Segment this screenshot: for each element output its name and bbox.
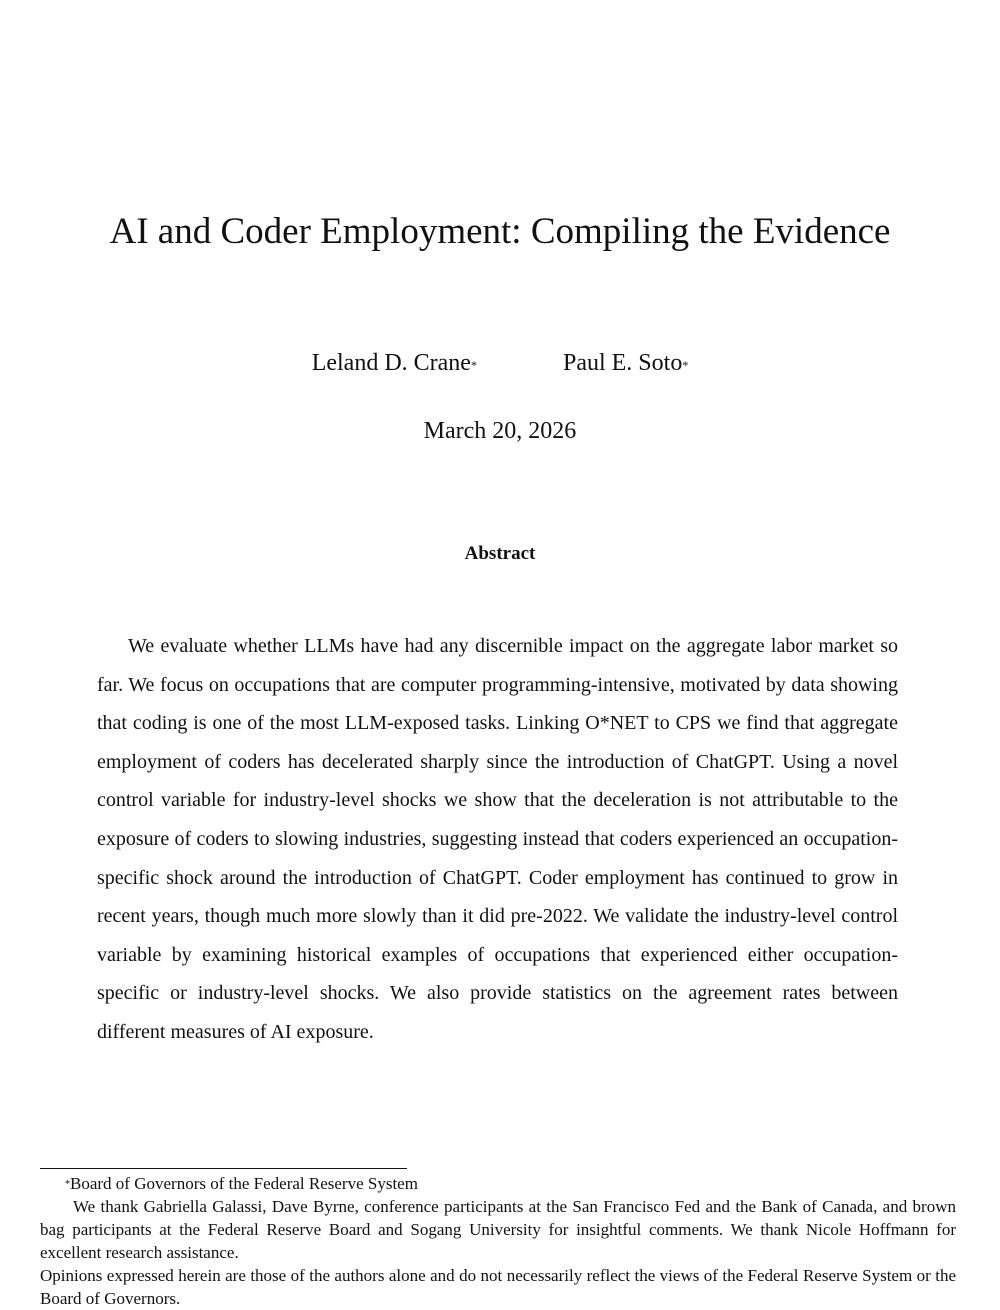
footnote-divider: [40, 1168, 407, 1169]
author-list: [0, 346, 1000, 380]
author-name: Leland D. Crane: [311, 350, 471, 376]
author: [312, 346, 477, 380]
paper-title: AI and Coder Employment: Compiling the Evidence: [109, 211, 891, 252]
footnote-acknowledgements: We thank Gabriella Galassi, Dave Byrne, conference participants at the San Francisco Fed and the Bank of Canada, and brown bag participants at the Federal Reserve Board and Sogang University for insightful comments. We thank Nicole Hoffmann for excellent research assistance.: [40, 1197, 956, 1262]
author-name: Paul E. Soto: [562, 350, 683, 376]
footnote-affiliation-text: Board of Governors of the Federal Reserve System: [70, 1174, 418, 1193]
footnote-disclaimer: Opinions expressed herein are those of the authors alone and do not necessarily reflect the views of the Federal Reserve System or the Board of Governors.: [40, 1266, 956, 1308]
footnotes: [40, 1172, 956, 1310]
author-affiliation-mark: *: [682, 358, 689, 372]
author: [563, 346, 688, 380]
paper-date: March 20, 2026: [423, 418, 577, 444]
abstract-body: We evaluate whether LLMs have had any discernible impact on the aggregate labor market so far. We focus on occupations that are computer programming-intensive, motivated by data showing that coding is one of the most LLM-exposed tasks. Linking O*NET to CPS we find that aggregate employment of coders has decelerated sharply since the introduction of ChatGPT. Using a novel control variable for industry-level shocks we show that the deceleration is not attributable to the exposure of coders to slowing industries, suggesting instead that coders experienced an occupation-specific shock around the introduction of ChatGPT. Coder employment has continued to grow in recent years, though much more slowly than it did pre-2022. We validate the industry-level control variable by examining historical examples of occupations that experienced either occupation-specific or industry-level shocks. We also provide statistics on the agreement rates between different measures of AI exposure.: [97, 635, 898, 1043]
footnote-affiliation: [40, 1172, 956, 1195]
author-affiliation-mark: *: [470, 358, 477, 372]
footnote-mark: *: [65, 1179, 70, 1190]
abstract-heading: Abstract: [464, 543, 536, 564]
